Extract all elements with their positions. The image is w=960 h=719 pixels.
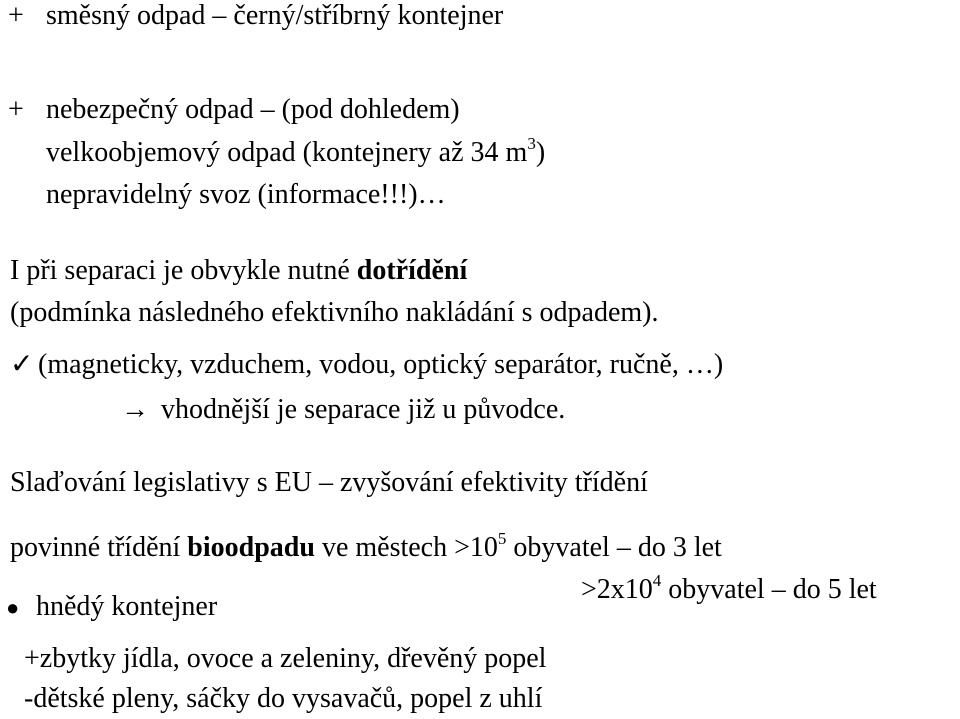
source-separation-line xyxy=(121,396,565,424)
cubic-superscript: 3 xyxy=(527,134,536,153)
mixed-waste-text: směsný odpad – černý/stříbrný kontejner xyxy=(46,0,504,31)
irregular-collection-text: nepravidelný svoz (informace!!!)… xyxy=(46,179,446,210)
bulky-waste-line xyxy=(46,134,546,168)
separation-condition-line xyxy=(10,299,658,327)
bio-waste-deadline-2: obyvatel – do 5 let xyxy=(661,574,877,605)
arrow-right-icon: → xyxy=(121,394,149,425)
mixed-waste-line xyxy=(8,2,503,30)
bio-exponent-2: 4 xyxy=(652,571,662,590)
separation-text: I při separaci je obvykle nutné xyxy=(10,255,357,286)
source-separation-text: vhodnější je separace již u původce. xyxy=(161,394,566,425)
hazardous-waste-text: nebezpečný odpad – (pod dohledem) xyxy=(46,94,460,125)
bio-waste-population-2: >2x10 xyxy=(581,574,653,605)
bio-waste-deadline-1: obyvatel – do 3 let xyxy=(506,532,722,563)
bulky-waste-text: velkoobjemový odpad (kontejnery až 34 m xyxy=(46,137,528,168)
separation-methods-text: (magneticky, vzduchem, vodou, optický separátor, ručně, …) xyxy=(38,349,724,380)
bulky-waste-close: ) xyxy=(535,137,546,168)
bullet-icon: ● xyxy=(6,595,20,620)
brown-bin-text: hnědý kontejner xyxy=(36,591,218,622)
brown-bin-allowed-text: +zbytky jídla, ovoce a zeleniny, dřevěný popel xyxy=(24,643,547,674)
bio-waste-text: povinné třídění xyxy=(10,532,188,563)
legislation-text: Slaďování legislativy s EU – zvyšování efektivity třídění xyxy=(10,467,648,498)
separation-condition-text: (podmínka následného efektivního nakládání s odpadem). xyxy=(10,297,659,328)
bio-waste-cities: ve městech >10 xyxy=(314,532,498,563)
legislation-line xyxy=(10,469,648,497)
separation-emphasis: dotřídění xyxy=(356,255,468,286)
bio-exponent-1: 5 xyxy=(497,529,507,548)
brown-bin-allowed-line xyxy=(24,645,546,673)
plus-icon: + xyxy=(8,0,24,31)
bio-waste-line xyxy=(10,529,722,563)
hazardous-waste-line xyxy=(8,96,460,124)
plus-icon: + xyxy=(8,94,24,125)
bio-waste-line-2 xyxy=(581,571,877,605)
bio-waste-emphasis: bioodpadu xyxy=(187,532,315,563)
brown-bin-line xyxy=(6,593,217,621)
irregular-collection-line xyxy=(46,181,446,209)
separation-methods-line xyxy=(10,351,723,379)
separation-line xyxy=(10,257,467,285)
brown-bin-forbidden-line xyxy=(24,685,542,713)
brown-bin-forbidden-text: -dětské pleny, sáčky do vysavačů, popel z uhlí xyxy=(24,683,543,714)
checkmark-icon: ✓ xyxy=(10,349,34,380)
